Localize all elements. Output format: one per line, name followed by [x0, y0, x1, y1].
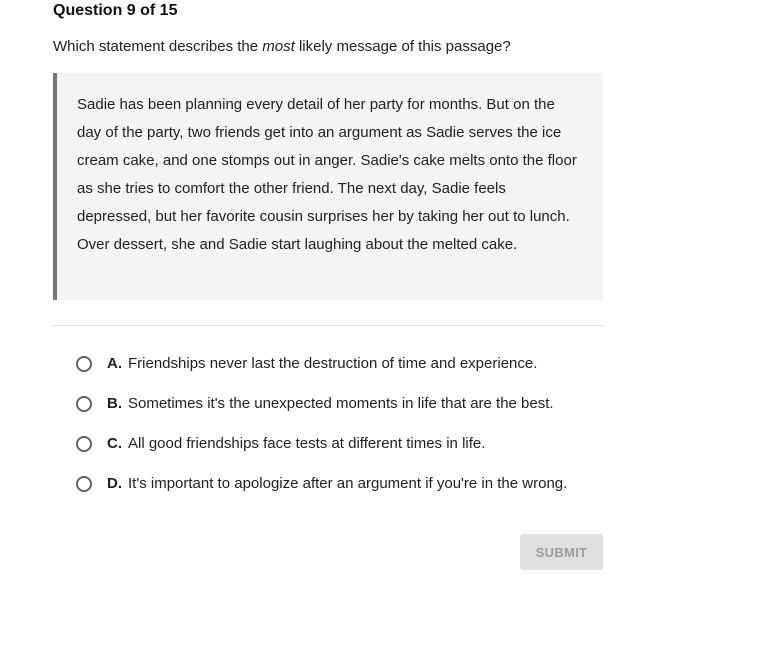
option-text: It's important to apologize after an argument if you're in the wrong. — [128, 474, 568, 492]
prompt-emphasis: most — [262, 38, 295, 55]
question-prompt — [53, 38, 511, 55]
radio-button-d[interactable] — [76, 476, 92, 492]
option-text: Sometimes it's the unexpected moments in life that are the best. — [128, 394, 554, 412]
answer-option-c[interactable] — [76, 430, 636, 456]
radio-button-a[interactable] — [76, 356, 92, 372]
submit-button[interactable]: SUBMIT — [520, 534, 603, 570]
answer-option-b[interactable] — [76, 390, 636, 416]
question-counter: Question 9 of 15 — [53, 2, 178, 19]
option-text: Friendships never last the destruction of time and experience. — [128, 354, 538, 372]
option-letter: C. — [107, 434, 122, 452]
answer-option-d[interactable] — [76, 470, 636, 496]
option-text: All good friendships face tests at different times in life. — [128, 434, 486, 452]
answer-option-a[interactable] — [76, 350, 636, 376]
passage-box — [53, 73, 603, 300]
answer-options — [76, 350, 636, 510]
option-letter: D. — [107, 474, 122, 492]
option-letter: B. — [107, 394, 122, 412]
prompt-text-before: Which statement describes the — [53, 38, 263, 55]
divider — [53, 325, 603, 326]
radio-button-b[interactable] — [76, 396, 92, 412]
radio-button-c[interactable] — [76, 436, 92, 452]
passage-text: Sadie has been planning every detail of her party for months. But on the day of the party, two friends get into an argument as Sadie serves the ice cream cake, and one stomps out in anger. Sadie's cake melts onto the floor as she tries to comfort the other friend. The next day, Sadie feels depressed, but her favorite cousin surprises her by taking her out to lunch. Over dessert, she and Sadie start laughing about the melted cake. — [77, 96, 577, 253]
option-letter: A. — [107, 354, 122, 372]
prompt-text-after: likely message of this passage? — [294, 38, 511, 55]
